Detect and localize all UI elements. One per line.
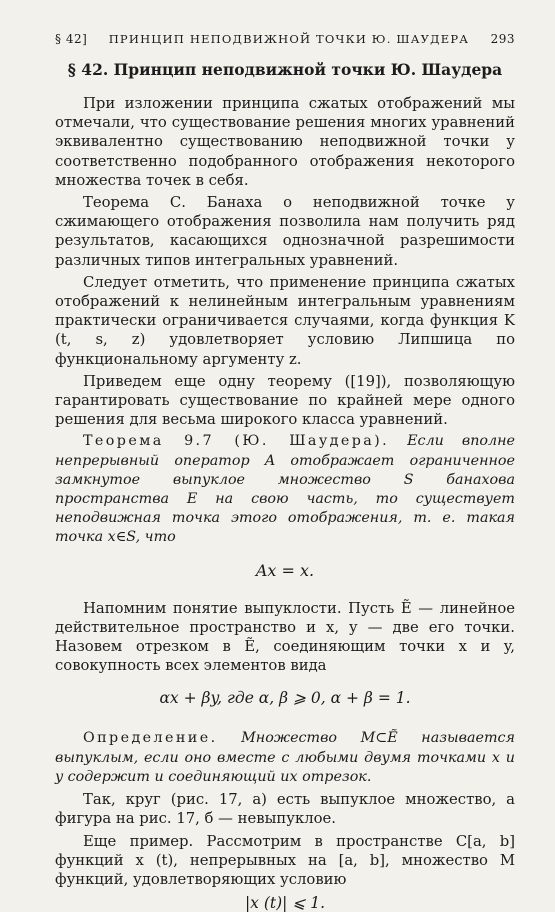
paragraph-3: Следует отметить, что применение принципа сжатых отображений к нелинейным интегральным уравнениям практически ограничивается случаями, когда функция K (t, s, z) удовлетворяет условию Липшица по функциональному аргументу z. [55,273,515,368]
definition-label: Определение. [83,730,218,747]
paragraph-5: Напомним понятие выпуклости. Пусть Ẽ — линейное действительное пространство и x, y — две его точки. Назовем отрезком в Ẽ, соединяющим точки x и y, совокупность всех элементов вида [55,599,515,675]
section-ref: § 42] [55,32,88,46]
definition-paragraph [55,729,515,787]
definition-text: Множество M⊂Ẽ называется выпуклым, если оно вместе с любыми двумя точками x и y содержит и соединяющий их отрезок. [55,730,516,785]
formula-segment: αx + βy, где α, β ⩾ 0, α + β = 1. [159,689,411,708]
theorem-label: Теорема 9.7 (Ю. Шаудера). [83,433,390,450]
paragraph-2: Теорема С. Банаха о неподвижной точке у сжимающего отображения позволила нам получить ряд результатов, касающихся однозначной разрешимости различных типов интегральных уравнений. [55,194,515,269]
theorem-text: Если вполне непрерывный оператор A отображает ограниченное замкнутое выпуклое множество S банахова пространства E на свою часть, то существует неподвижная точка этого отображения, т. е. такая точка x∈S, что [55,433,516,546]
section-title: § 42. Принцип неподвижной точки Ю. Шаудера [67,60,503,79]
formula-bound: |x (t)| ⩽ 1. [244,894,326,912]
running-head [55,32,515,48]
paragraph-1: При изложении принципа сжатых отображений мы отмечали, что существование решения многих уравнений эквивалентно существованию неподвижной точки у соответственно подобранного отображения некоторого множества точек в себя. [55,95,515,189]
theorem-paragraph [55,432,515,547]
page-number: 293 [490,32,515,46]
paragraph-4: Приведем еще одну теорему ([19]), позволяющую гарантировать существование по крайней мере одного решения для весьма широкого класса уравнений. [55,372,515,429]
running-title: ПРИНЦИП НЕПОДВИЖНОЙ ТОЧКИ Ю. ШАУДЕРА [108,32,470,46]
paragraph-7: Еще пример. Рассмотрим в пространстве C[a, b] функций x (t), непрерывных на [a, b], множество M функций, удовлетворяющих условию [55,832,515,888]
paragraph-6: Так, круг (рис. 17, а) есть выпуклое множество, а фигура на рис. 17, б — невыпуклое. [55,791,515,828]
formula-fixed-point: Ax = x. [255,560,315,580]
book-page [55,32,515,912]
